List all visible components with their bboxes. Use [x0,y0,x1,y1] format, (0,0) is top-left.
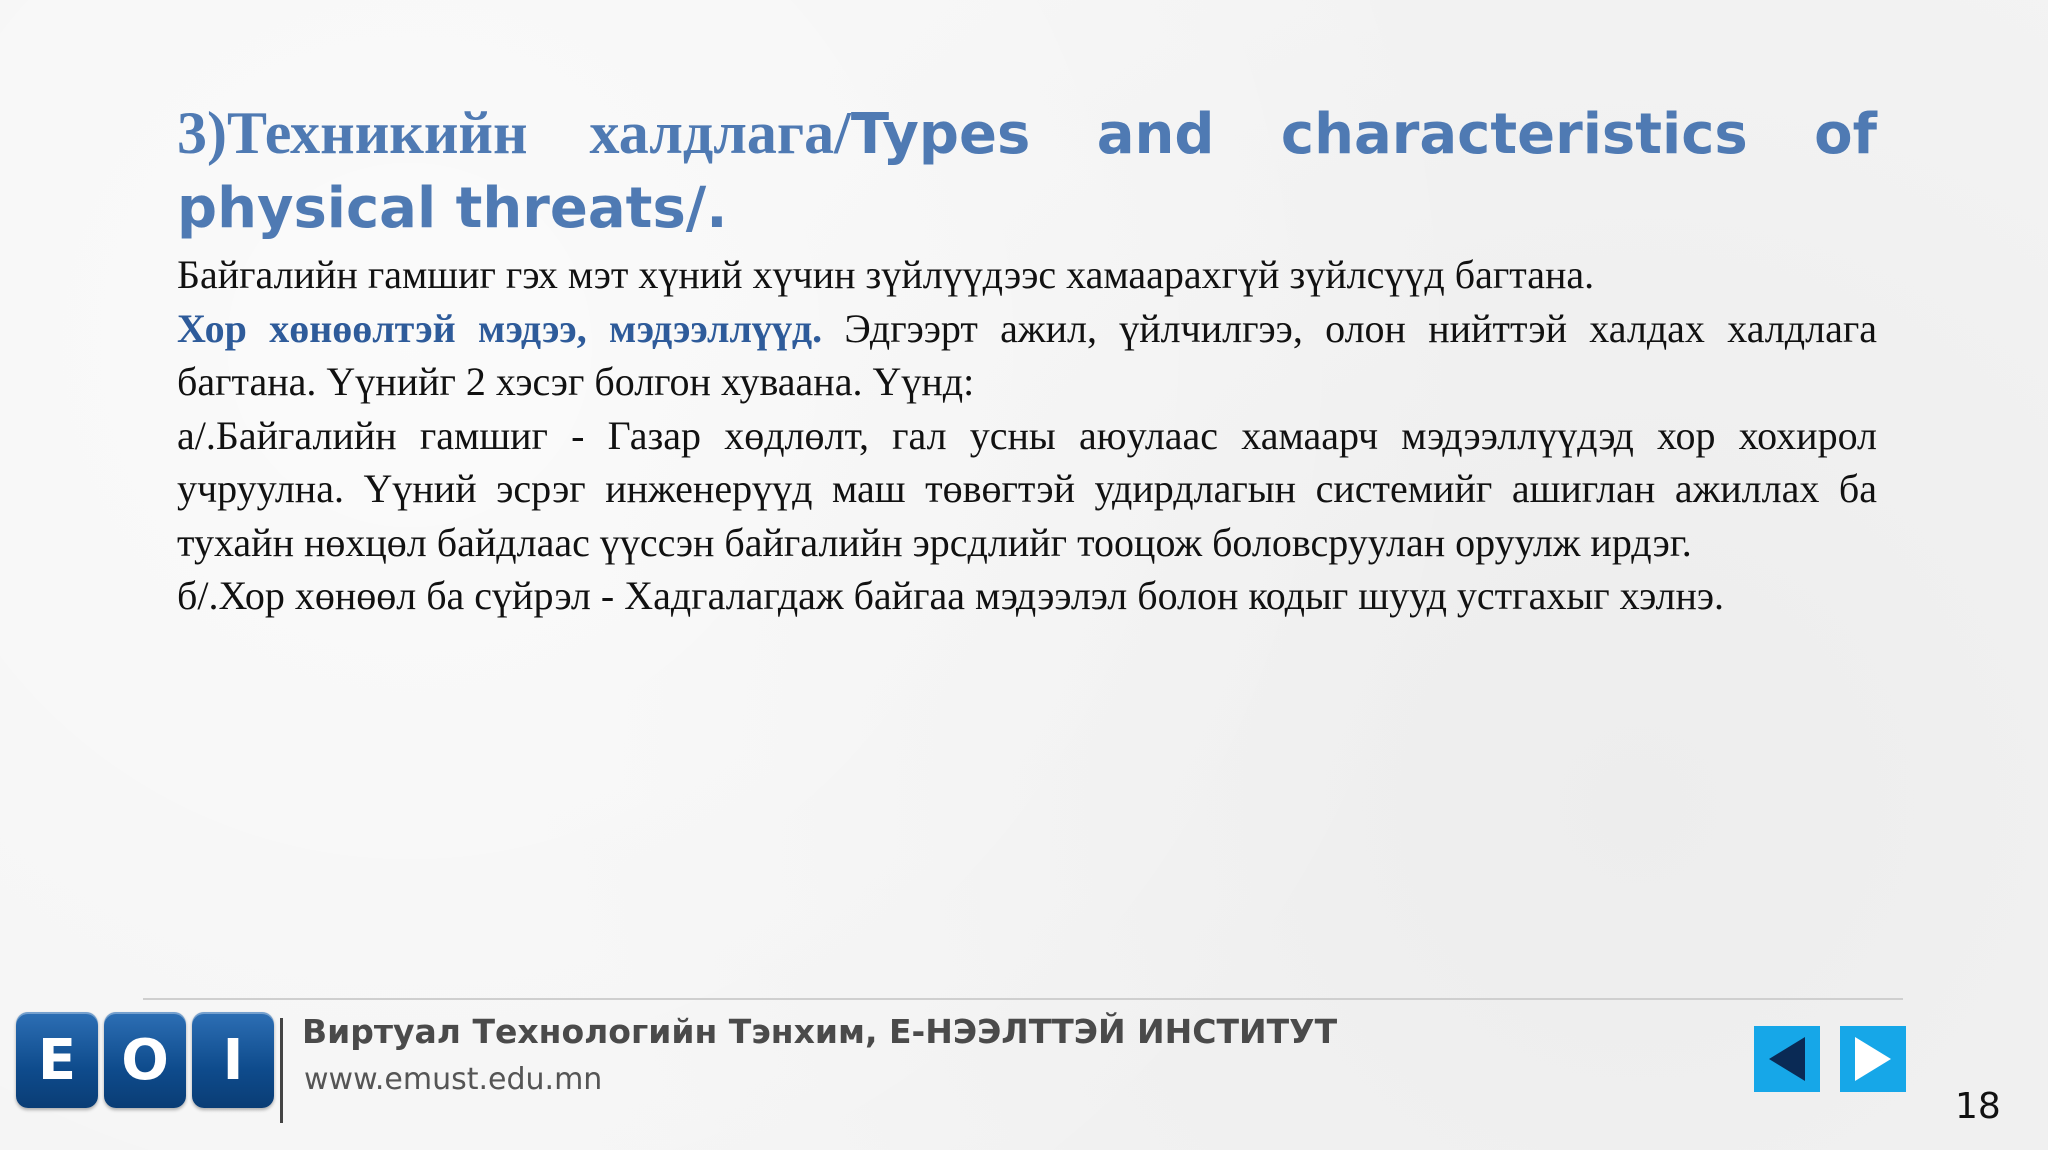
triangle-left-icon [1765,1035,1809,1083]
paragraph-natural-disaster: а/.Байгалийн гамшиг - Газар хөдлөлт, гал усны аюулаас хамаарч мэдээллүүдэд хор хохирол учруулна. Үүний эсрэг инженерүүд маш төвөгтэй удирдлагын системийг ашиглан ажиллах ба тухайн нөхцөл байдлаас үүссэн байгалийн эрсдлийг тооцож боловсруулан оруулж ирдэг. [177,412,1877,565]
logo-tile-o: O [104,1012,186,1108]
slide-title [177,96,1877,246]
paragraph-destruction: б/.Хор хөнөөл ба сүйрэл - Хадгалагдаж байгаа мэдээлэл болон кодыг шууд устгахыг хэлнэ. [177,573,1725,618]
title-prefix: 3)Техникийн халдлага/ [177,100,851,166]
eoi-logo [16,1012,274,1108]
title-english: Types and characteristics of physical threats/. [177,102,1877,241]
logo-tile-i: I [192,1012,274,1108]
logo-tile-e: E [16,1012,98,1108]
next-slide-button[interactable] [1840,1026,1906,1092]
organization-name: Виртуал Технологийн Тэнхим, Е-НЭЭЛТТЭЙ ИНСТИТУТ [302,1012,1338,1051]
page-number: 18 [1955,1086,2001,1127]
paragraph-malicious-rest: Эдгээрт ажил, үйлчилгээ, олон нийттэй халдах халдлага багтана. Үүнийг 2 хэсэг болгон хуваана. Үүнд: [177,305,1877,404]
paragraph-malicious [177,302,1877,409]
triangle-right-icon [1851,1035,1895,1083]
website-url: www.emust.edu.mn [304,1062,603,1097]
footer-divider [143,998,1903,1000]
previous-slide-button[interactable] [1754,1026,1820,1092]
slide-content [177,96,1877,623]
footer-separator [280,1018,283,1123]
highlight-text: Хор хөнөөлтэй мэдээ, мэдээллүүд. [177,305,823,351]
paragraph-intro: Байгалийн гамшиг гэх мэт хүний хүчин зүйлүүдээс хамаарахгүй зүйлсүүд багтана. [177,252,1595,297]
